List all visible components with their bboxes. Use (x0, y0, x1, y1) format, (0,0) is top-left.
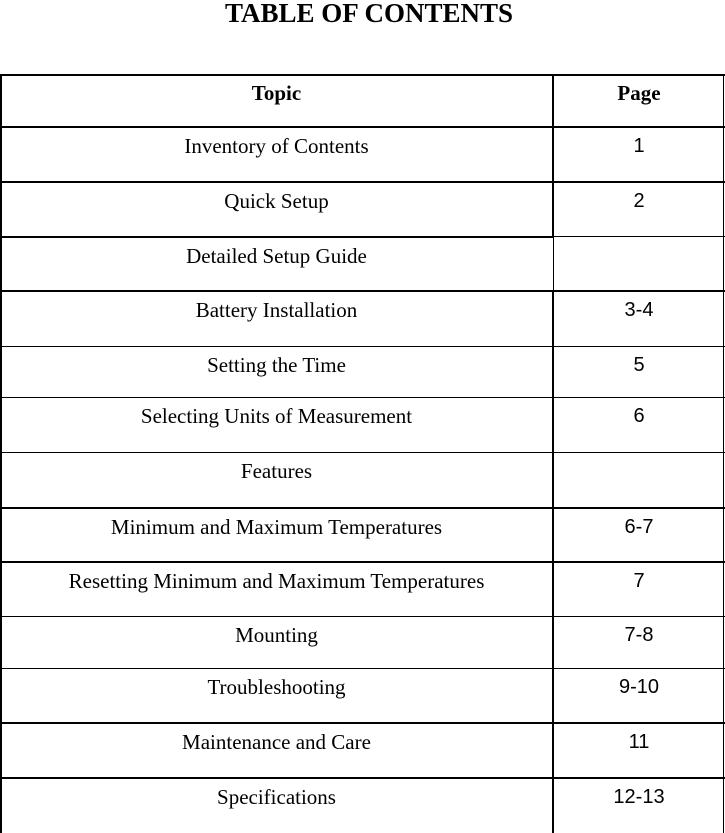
page-cell: 12-13 (613, 786, 665, 808)
section-topic-cell: Features (240, 459, 313, 483)
topic-cell: Battery Installation (195, 298, 358, 322)
page-cell: 7-8 (624, 624, 654, 646)
page-cell: 3-4 (624, 299, 654, 321)
page-cell: 9-10 (618, 676, 660, 698)
table-row (0, 617, 725, 668)
table-header-row (0, 76, 725, 126)
table-row (0, 398, 725, 452)
table-row (0, 292, 725, 346)
table-row (0, 347, 725, 397)
table-row (0, 509, 725, 561)
page-cell: 5 (633, 354, 645, 376)
page-cell: 6 (633, 405, 645, 427)
topic-cell: Quick Setup (224, 189, 329, 213)
section-topic-cell: Detailed Setup Guide (186, 244, 367, 268)
topic-cell: Resetting Minimum and Maximum Temperatures (68, 569, 485, 593)
table-row (0, 669, 725, 722)
page-title: TABLE OF CONTENTS (224, 0, 514, 28)
topic-cell: Setting the Time (207, 353, 346, 377)
topic-cell: Inventory of Contents (184, 134, 369, 158)
topic-cell: Troubleshooting (207, 675, 346, 699)
table-row-section (0, 453, 725, 507)
row-divider (553, 236, 725, 237)
page-cell (553, 453, 725, 507)
page-cell (553, 238, 725, 290)
page-cell: 11 (628, 731, 650, 753)
page-cell: 7 (633, 570, 645, 592)
table-row (0, 183, 725, 236)
column-header-page: Page (617, 81, 661, 105)
table-row (0, 779, 725, 833)
page-cell: 6-7 (624, 516, 654, 538)
table-row-section (0, 238, 725, 290)
topic-cell: Mounting (235, 623, 318, 647)
page-cell: 1 (633, 135, 645, 157)
topic-cell: Minimum and Maximum Temperatures (110, 515, 443, 539)
table-row (0, 128, 725, 181)
page-cell: 2 (633, 190, 645, 212)
table-row (0, 563, 725, 616)
column-header-topic: Topic (251, 81, 302, 105)
topic-cell: Specifications (217, 785, 336, 809)
topic-cell: Maintenance and Care (182, 730, 371, 754)
topic-cell: Selecting Units of Measurement (140, 404, 413, 428)
table-row (0, 724, 725, 777)
